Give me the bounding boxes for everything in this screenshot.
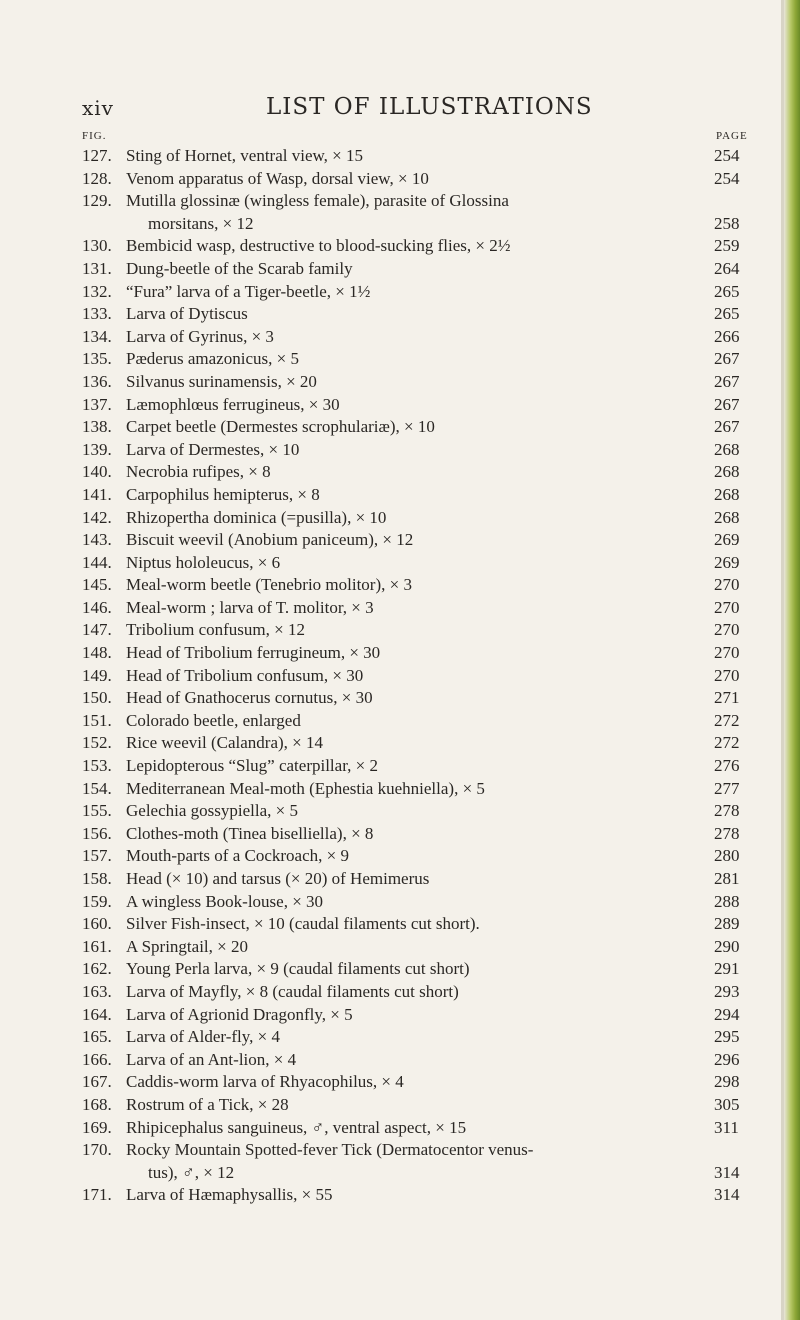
figure-number: 137. — [82, 394, 112, 414]
page-ref: 264 — [714, 258, 740, 278]
figure-number: 167. — [82, 1072, 112, 1092]
page-ref: 271 — [714, 688, 740, 708]
figure-caption: A wingless Book-louse, × 30 — [126, 891, 324, 911]
figure-caption: Head of Gnathocerus cornutus, × 30 — [126, 688, 373, 708]
figure-number: 158. — [82, 869, 112, 888]
figure-caption: Mediterranean Meal-moth (Ephestia kuehniella), × 5 — [126, 778, 485, 798]
list-item — [0, 710, 780, 733]
page-ref: 289 — [714, 914, 740, 934]
figure-caption: Dung-beetle of the Scarab family — [126, 258, 353, 278]
figure-number: 133. — [82, 304, 112, 324]
figure-caption: Biscuit weevil (Anobium paniceum), × 12 — [126, 530, 414, 550]
list-item — [0, 348, 780, 371]
page-ref: 270 — [714, 597, 740, 617]
figure-number: 160. — [82, 914, 112, 934]
page-ref: 291 — [714, 959, 740, 979]
figure-caption: Larva of Hæmaphysallis, × 55 — [126, 1185, 333, 1205]
figure-number: 152. — [82, 733, 112, 753]
figure-number: 134. — [82, 326, 112, 346]
figure-number: 168. — [82, 1094, 112, 1114]
figure-number: 147. — [82, 620, 112, 640]
list-item — [0, 235, 780, 258]
page-ref: 267 — [714, 349, 740, 369]
figure-caption: Læmophlœus ferrugineus, × 30 — [126, 394, 340, 414]
figure-number: 129. — [82, 191, 112, 211]
figure-caption: Silvanus surinamensis, × 20 — [126, 371, 317, 391]
page-ref: 298 — [714, 1072, 740, 1092]
list-item — [0, 1071, 780, 1094]
list-item — [0, 1026, 780, 1049]
figure-caption: Carpophilus hemipterus, × 8 — [126, 484, 320, 504]
list-item — [0, 665, 780, 688]
figure-caption-continued: morsitans, × 12 — [148, 213, 254, 233]
page-ref: 278 — [714, 801, 740, 821]
book-spine — [784, 0, 800, 1320]
figure-caption-continued: tus), ♂, × 12 — [148, 1162, 235, 1182]
page-ref: 265 — [714, 304, 740, 324]
figure-number: 150. — [82, 688, 112, 708]
list-item — [0, 732, 780, 755]
list-item — [0, 394, 780, 417]
page-ref: 259 — [714, 236, 740, 256]
list-item — [0, 913, 780, 936]
page-ref: 270 — [714, 643, 740, 663]
list-item — [0, 1117, 780, 1140]
list-item — [0, 1184, 780, 1207]
page-ref: 272 — [714, 733, 740, 753]
page-ref: 267 — [714, 394, 740, 414]
list-item — [0, 936, 780, 959]
page-ref: 272 — [714, 710, 740, 730]
page-ref: 280 — [714, 846, 740, 866]
list-item — [0, 868, 780, 891]
page-ref: 311 — [714, 1117, 739, 1137]
figure-caption: Larva of Mayfly, × 8 (caudal filaments cut short) — [126, 981, 459, 1001]
page-number: xiv — [82, 96, 114, 120]
figure-number: 144. — [82, 552, 112, 572]
figure-number: 138. — [82, 417, 112, 437]
figure-number: 159. — [82, 891, 112, 911]
figure-number: 146. — [82, 597, 112, 617]
figure-caption: Caddis-worm larva of Rhyacophilus, × 4 — [126, 1072, 404, 1092]
list-item — [0, 619, 780, 642]
list-item — [0, 1139, 780, 1162]
figure-caption: Mouth-parts of a Cockroach, × 9 — [126, 846, 349, 866]
figure-caption: Rhizopertha dominica (=pusilla), × 10 — [126, 507, 387, 527]
page-ref: 269 — [714, 530, 740, 550]
figure-caption: Rhipicephalus sanguineus, ♂, ventral aspect, × 15 — [126, 1117, 467, 1137]
figure-caption: Meal-worm beetle (Tenebrio molitor), × 3 — [126, 575, 412, 595]
figure-caption: Gelechia gossypiella, × 5 — [126, 801, 298, 821]
page-ref: 294 — [714, 1004, 740, 1024]
figure-caption: Clothes-moth (Tinea biselliella), × 8 — [126, 823, 374, 843]
figure-number: 127. — [82, 146, 112, 165]
figure-number: 171. — [82, 1185, 112, 1205]
figure-number: 169. — [82, 1117, 112, 1137]
list-item — [0, 326, 780, 349]
page-ref: 296 — [714, 1049, 740, 1069]
figure-number: 163. — [82, 981, 112, 1001]
figure-number: 140. — [82, 462, 112, 482]
figure-caption: Rice weevil (Calandra), × 14 — [126, 733, 323, 753]
figure-caption: Tribolium confusum, × 12 — [126, 620, 305, 640]
figure-number: 153. — [82, 756, 112, 776]
page-ref: 267 — [714, 417, 740, 437]
figure-number: 141. — [82, 484, 112, 504]
figure-number: 151. — [82, 710, 112, 730]
page-ref: 269 — [714, 552, 740, 572]
figure-number: 165. — [82, 1027, 112, 1047]
list-item — [0, 552, 780, 575]
list-item-continuation — [0, 213, 780, 236]
figure-caption: “Fura” larva of a Tiger-beetle, × 1½ — [126, 281, 371, 301]
figure-caption: Bembicid wasp, destructive to blood-sucking flies, × 2½ — [126, 236, 511, 256]
page-ref: 270 — [714, 620, 740, 640]
figure-caption: Pæderus amazonicus, × 5 — [126, 349, 299, 369]
figure-caption: Niptus hololeucus, × 6 — [126, 552, 281, 572]
page-ref: 270 — [714, 665, 740, 685]
page-ref: 276 — [714, 756, 740, 776]
list-item — [0, 755, 780, 778]
page-ref: 267 — [714, 371, 740, 391]
figure-caption: Young Perla larva, × 9 (caudal filaments cut short) — [126, 959, 470, 979]
page-ref: 270 — [714, 575, 740, 595]
figure-caption: Rostrum of a Tick, × 28 — [126, 1094, 289, 1114]
page-ref: 254 — [714, 168, 740, 188]
list-item — [0, 190, 780, 213]
list-item — [0, 484, 780, 507]
page-ref: 293 — [714, 981, 740, 1001]
page-ref: 268 — [714, 462, 740, 482]
figure-caption: Silver Fish-insect, × 10 (caudal filaments cut short). — [126, 914, 480, 934]
list-item — [0, 303, 780, 326]
figure-caption: Head of Tribolium confusum, × 30 — [126, 665, 364, 685]
list-item — [0, 778, 780, 801]
page-ref: 290 — [714, 936, 740, 956]
figure-number: 155. — [82, 801, 112, 821]
figure-caption: Larva of Alder-fly, × 4 — [126, 1027, 281, 1047]
figure-number: 131. — [82, 258, 112, 278]
figure-caption: Colorado beetle, enlarged — [126, 710, 301, 730]
figure-caption: Sting of Hornet, ventral view, × 15 — [126, 146, 363, 165]
figure-number: 145. — [82, 575, 112, 595]
page-ref: 254 — [714, 146, 740, 165]
list-item — [0, 891, 780, 914]
figure-caption: Rocky Mountain Spotted-fever Tick (Dermatocentor venus- — [126, 1140, 534, 1160]
list-item — [0, 145, 780, 168]
list-item — [0, 687, 780, 710]
figure-caption: Meal-worm ; larva of T. molitor, × 3 — [126, 597, 374, 617]
page-ref: 268 — [714, 507, 740, 527]
figure-number: 136. — [82, 371, 112, 391]
page-ref: 281 — [714, 869, 740, 888]
list-item — [0, 439, 780, 462]
figure-number: 135. — [82, 349, 112, 369]
list-item — [0, 597, 780, 620]
figure-number: 149. — [82, 665, 112, 685]
figure-number: 156. — [82, 823, 112, 843]
figure-number: 139. — [82, 439, 112, 459]
list-item — [0, 1049, 780, 1072]
figure-number: 157. — [82, 846, 112, 866]
figure-caption: Larva of Dytiscus — [126, 304, 248, 324]
list-item — [0, 823, 780, 846]
list-item — [0, 168, 780, 191]
page-ref: 278 — [714, 823, 740, 843]
figure-number: 142. — [82, 507, 112, 527]
figure-number: 130. — [82, 236, 112, 256]
figure-number: 132. — [82, 281, 112, 301]
list-item — [0, 800, 780, 823]
figure-number: 162. — [82, 959, 112, 979]
figure-number: 154. — [82, 778, 112, 798]
list-item — [0, 1004, 780, 1027]
page-ref: 288 — [714, 891, 740, 911]
figure-number: 170. — [82, 1140, 112, 1160]
figure-caption: Venom apparatus of Wasp, dorsal view, × 10 — [126, 168, 429, 188]
page-ref: 314 — [714, 1162, 740, 1182]
figure-caption: Necrobia rufipes, × 8 — [126, 462, 271, 482]
list-item-continuation — [0, 1162, 780, 1185]
list-item — [0, 1094, 780, 1117]
list-item — [0, 958, 780, 981]
figure-number: 143. — [82, 530, 112, 550]
page-ref: 258 — [714, 213, 740, 233]
page-ref: 268 — [714, 484, 740, 504]
figure-number: 128. — [82, 168, 112, 188]
list-item — [0, 574, 780, 597]
figure-number: 161. — [82, 936, 112, 956]
page-ref: 314 — [714, 1185, 740, 1205]
page-column-label: PAGE — [716, 130, 748, 142]
figure-caption: Larva of Agrionid Dragonfly, × 5 — [126, 1004, 353, 1024]
page-ref: 277 — [714, 778, 740, 798]
list-item — [0, 845, 780, 868]
figure-caption: Carpet beetle (Dermestes scrophulariæ), × 10 — [126, 417, 435, 437]
list-item — [0, 507, 780, 530]
list-item — [0, 529, 780, 552]
figure-caption: A Springtail, × 20 — [126, 936, 248, 956]
list-item — [0, 416, 780, 439]
figure-number: 164. — [82, 1004, 112, 1024]
page-ref: 266 — [714, 326, 740, 346]
list-item — [0, 281, 780, 304]
figure-caption: Larva of Gyrinus, × 3 — [126, 326, 274, 346]
figure-caption: Lepidopterous “Slug” caterpillar, × 2 — [126, 756, 379, 776]
list-item — [0, 642, 780, 665]
figure-caption: Larva of Dermestes, × 10 — [126, 439, 300, 459]
page-ref: 305 — [714, 1094, 740, 1114]
figure-caption: Head of Tribolium ferrugineum, × 30 — [126, 643, 381, 663]
fig-column-label: FIG. — [82, 130, 107, 142]
list-item — [0, 981, 780, 1004]
list-item — [0, 461, 780, 484]
running-title: LIST OF ILLUSTRATIONS — [266, 94, 593, 120]
figure-number: 148. — [82, 643, 112, 663]
figure-number: 166. — [82, 1049, 112, 1069]
list-item — [0, 258, 780, 281]
page-header — [82, 96, 682, 126]
figure-caption: Mutilla glossinæ (wingless female), parasite of Glossina — [126, 191, 509, 211]
list-item — [0, 371, 780, 394]
page-ref: 295 — [714, 1027, 740, 1047]
page-ref: 268 — [714, 439, 740, 459]
illustration-list — [0, 145, 780, 1207]
figure-caption: Head (× 10) and tarsus (× 20) of Hemimerus — [126, 869, 430, 888]
figure-caption: Larva of an Ant-lion, × 4 — [126, 1049, 297, 1069]
page-ref: 265 — [714, 281, 740, 301]
